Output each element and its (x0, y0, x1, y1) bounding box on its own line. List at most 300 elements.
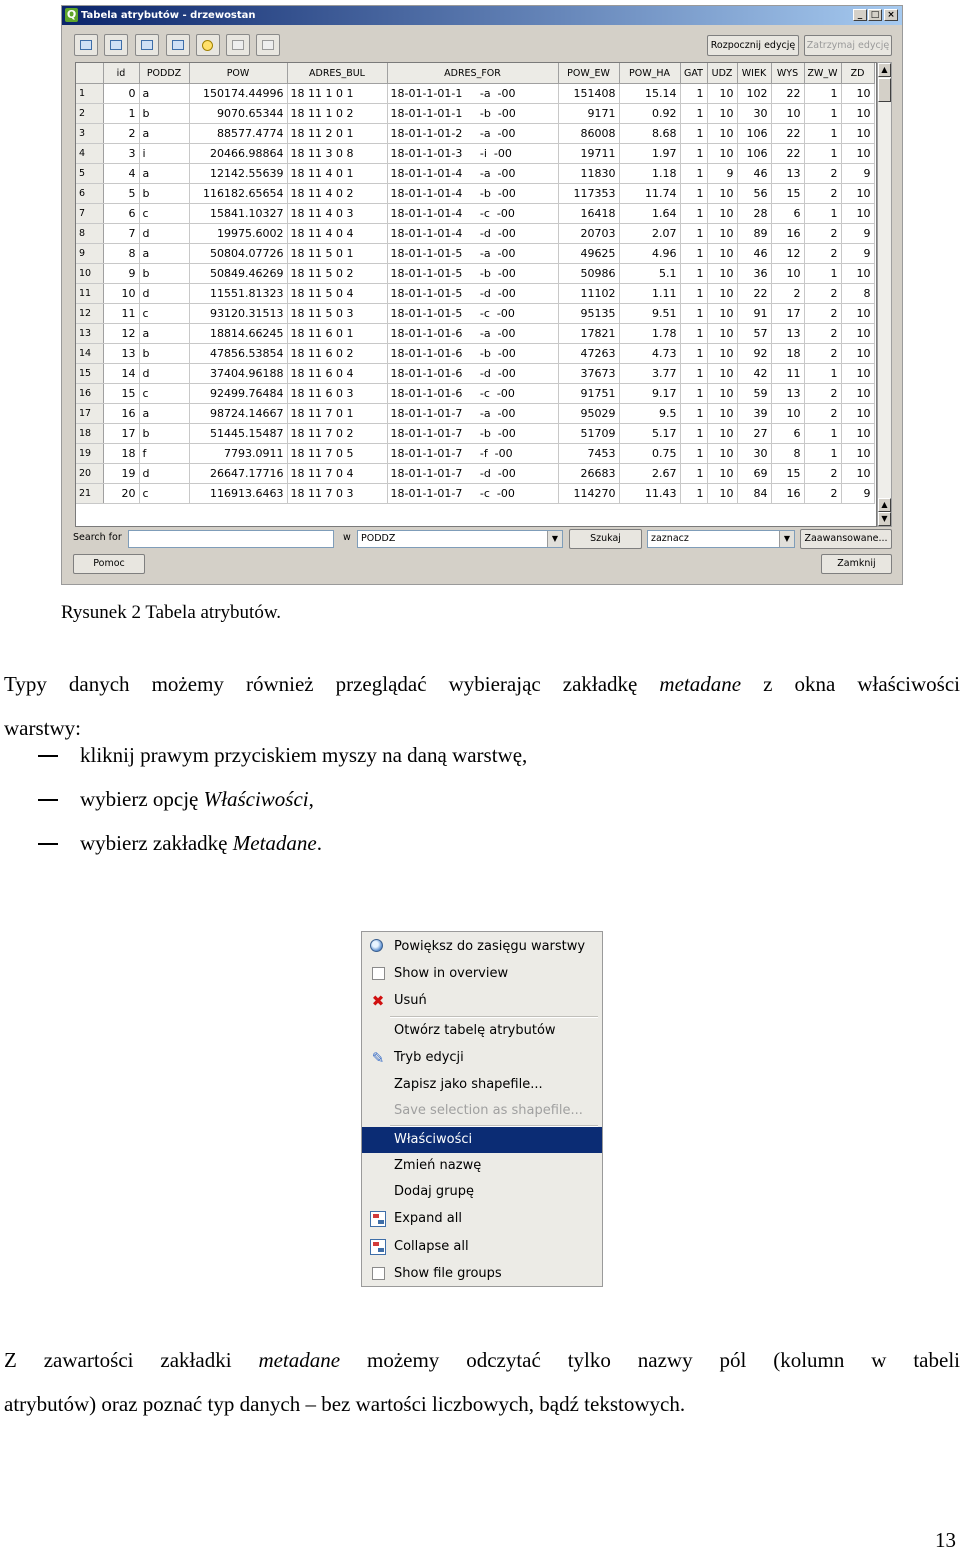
checkbox-icon[interactable] (372, 1267, 385, 1280)
table-cell[interactable]: 10 (771, 404, 804, 424)
table-cell[interactable]: 15841.10327 (189, 204, 287, 224)
row-header[interactable]: 2 (76, 104, 103, 124)
menu-item-collapse-all[interactable] (362, 1234, 602, 1260)
table-cell[interactable]: a (139, 244, 189, 264)
table-cell[interactable]: 18-01-1-01-6 -a -00 (387, 324, 558, 344)
table-cell[interactable]: 10 (707, 304, 737, 324)
close-button[interactable]: Zamknij (821, 554, 892, 574)
table-cell[interactable]: 19975.6002 (189, 224, 287, 244)
row-header[interactable]: 14 (76, 344, 103, 364)
new-column-icon[interactable] (226, 34, 250, 56)
table-cell[interactable]: d (139, 464, 189, 484)
table-cell[interactable]: a (139, 404, 189, 424)
table-cell[interactable]: 92 (737, 344, 771, 364)
table-cell[interactable]: 1.18 (619, 164, 680, 184)
table-cell[interactable]: 18-01-1-01-4 -b -00 (387, 184, 558, 204)
table-cell[interactable]: 10 (841, 324, 874, 344)
table-cell[interactable]: 10 (707, 224, 737, 244)
menu-item-zoom-to-layer[interactable] (362, 934, 602, 960)
table-cell[interactable]: 18 11 5 0 4 (287, 284, 387, 304)
table-cell[interactable]: 86008 (558, 124, 619, 144)
column-header[interactable]: WIEK (737, 63, 771, 84)
table-cell[interactable]: 7 (103, 224, 139, 244)
chevron-down-icon[interactable]: ▼ (779, 531, 794, 547)
table-cell[interactable]: 18 11 7 0 5 (287, 444, 387, 464)
table-cell[interactable]: 13 (771, 164, 804, 184)
table-cell[interactable]: 1 (680, 184, 707, 204)
table-cell[interactable]: 1 (680, 204, 707, 224)
row-header[interactable]: 18 (76, 424, 103, 444)
table-cell[interactable]: 150174.44996 (189, 84, 287, 104)
table-cell[interactable]: 18-01-1-01-6 -d -00 (387, 364, 558, 384)
table-cell[interactable]: 22 (737, 284, 771, 304)
table-cell[interactable]: 1.11 (619, 284, 680, 304)
table-cell[interactable]: 10 (841, 444, 874, 464)
table-cell[interactable]: 1.64 (619, 204, 680, 224)
table-cell[interactable]: 15 (103, 384, 139, 404)
row-header[interactable]: 4 (76, 144, 103, 164)
table-cell[interactable]: 10 (841, 124, 874, 144)
table-cell[interactable]: 9 (103, 264, 139, 284)
table-cell[interactable]: 10 (707, 384, 737, 404)
menu-item-show-file-groups[interactable] (362, 1261, 602, 1287)
table-cell[interactable]: 91751 (558, 384, 619, 404)
table-cell[interactable]: 17 (771, 304, 804, 324)
table-cell[interactable]: b (139, 104, 189, 124)
table-cell[interactable]: 20703 (558, 224, 619, 244)
table-cell[interactable]: b (139, 424, 189, 444)
table-cell[interactable]: a (139, 164, 189, 184)
table-cell[interactable]: 18 (771, 344, 804, 364)
table-cell[interactable]: 19711 (558, 144, 619, 164)
invert-selection-icon[interactable] (135, 34, 159, 56)
table-cell[interactable]: c (139, 304, 189, 324)
table-cell[interactable]: 2 (804, 404, 841, 424)
table-cell[interactable]: 1 (680, 464, 707, 484)
column-header[interactable]: POW_HA (619, 63, 680, 84)
table-cell[interactable]: 10 (841, 404, 874, 424)
table-cell[interactable]: 1 (680, 404, 707, 424)
table-cell[interactable]: 12142.55639 (189, 164, 287, 184)
table-cell[interactable]: c (139, 384, 189, 404)
delete-column-icon[interactable] (256, 34, 280, 56)
table-cell[interactable]: 11.43 (619, 484, 680, 504)
table-cell[interactable]: d (139, 364, 189, 384)
table-cell[interactable]: 92499.76484 (189, 384, 287, 404)
table-cell[interactable]: 18-01-1-01-4 -c -00 (387, 204, 558, 224)
table-row[interactable] (76, 84, 874, 104)
table-cell[interactable]: 9 (841, 244, 874, 264)
table-cell[interactable]: 17821 (558, 324, 619, 344)
table-cell[interactable]: 1 (680, 344, 707, 364)
table-cell[interactable]: 1 (680, 144, 707, 164)
table-cell[interactable]: 51445.15487 (189, 424, 287, 444)
row-header[interactable]: 21 (76, 484, 103, 504)
table-cell[interactable]: c (139, 204, 189, 224)
menu-item-show-in-overview[interactable] (362, 961, 602, 987)
table-cell[interactable]: 1 (680, 364, 707, 384)
table-cell[interactable]: 12 (771, 244, 804, 264)
menu-item-save-as-shapefile[interactable] (362, 1072, 602, 1098)
table-cell[interactable]: 116913.6463 (189, 484, 287, 504)
table-cell[interactable]: b (139, 344, 189, 364)
table-cell[interactable]: 10 (103, 284, 139, 304)
zoom-to-selection-icon[interactable] (196, 34, 220, 56)
table-cell[interactable]: 0 (103, 84, 139, 104)
selection-mode-select[interactable] (647, 530, 795, 548)
row-header[interactable]: 17 (76, 404, 103, 424)
table-cell[interactable]: a (139, 124, 189, 144)
corner-header[interactable] (76, 63, 103, 84)
table-cell[interactable]: 10 (841, 364, 874, 384)
table-cell[interactable]: 59 (737, 384, 771, 404)
table-cell[interactable]: 1 (680, 264, 707, 284)
table-cell[interactable]: 6 (771, 424, 804, 444)
minimize-icon[interactable]: _ (853, 9, 867, 21)
table-cell[interactable]: 1 (804, 364, 841, 384)
column-header[interactable]: ADRES_FOR (387, 63, 558, 84)
table-cell[interactable]: 117353 (558, 184, 619, 204)
table-cell[interactable]: 10 (771, 264, 804, 284)
remove-selection-icon[interactable] (74, 34, 98, 56)
table-cell[interactable]: 1 (680, 104, 707, 124)
table-cell[interactable]: 9 (841, 484, 874, 504)
table-cell[interactable]: 10 (707, 424, 737, 444)
table-cell[interactable]: 18 11 5 0 2 (287, 264, 387, 284)
table-cell[interactable]: 18 11 7 0 3 (287, 484, 387, 504)
table-cell[interactable]: 18-01-1-01-7 -c -00 (387, 484, 558, 504)
table-cell[interactable]: 10 (841, 84, 874, 104)
table-cell[interactable]: 2 (103, 124, 139, 144)
column-header[interactable]: POW (189, 63, 287, 84)
scroll-up-icon[interactable]: ▲ (878, 63, 891, 77)
table-row[interactable] (76, 164, 874, 184)
table-cell[interactable]: 151408 (558, 84, 619, 104)
menu-item-save-selection[interactable] (362, 1098, 602, 1124)
table-cell[interactable]: 116182.65654 (189, 184, 287, 204)
menu-item-properties[interactable] (362, 1127, 602, 1153)
maximize-icon[interactable]: □ (868, 9, 882, 21)
row-header[interactable]: 8 (76, 224, 103, 244)
table-cell[interactable]: a (139, 84, 189, 104)
table-cell[interactable]: 7793.0911 (189, 444, 287, 464)
table-cell[interactable]: 49625 (558, 244, 619, 264)
row-header[interactable]: 5 (76, 164, 103, 184)
table-cell[interactable]: 18-01-1-01-4 -a -00 (387, 164, 558, 184)
table-cell[interactable]: 102 (737, 84, 771, 104)
table-cell[interactable]: 3 (103, 144, 139, 164)
table-cell[interactable]: 9 (841, 224, 874, 244)
table-cell[interactable]: 2 (804, 484, 841, 504)
table-cell[interactable]: 39 (737, 404, 771, 424)
table-cell[interactable]: 9070.65344 (189, 104, 287, 124)
search-button[interactable]: Szukaj (569, 529, 642, 549)
table-cell[interactable]: 18 11 6 0 2 (287, 344, 387, 364)
table-cell[interactable]: 2 (804, 184, 841, 204)
table-cell[interactable]: 4.96 (619, 244, 680, 264)
start-edit-button[interactable]: Rozpocznij edycję (707, 35, 799, 56)
row-header[interactable]: 1 (76, 84, 103, 104)
table-cell[interactable]: 10 (841, 204, 874, 224)
table-row[interactable] (76, 144, 874, 164)
row-header[interactable]: 16 (76, 384, 103, 404)
checkbox-icon[interactable] (372, 967, 385, 980)
table-cell[interactable]: 10 (707, 124, 737, 144)
table-cell[interactable]: 8 (771, 444, 804, 464)
table-cell[interactable]: 18-01-1-01-4 -d -00 (387, 224, 558, 244)
table-cell[interactable]: 1 (804, 124, 841, 144)
search-field-select[interactable] (357, 530, 563, 548)
table-cell[interactable]: 10 (707, 464, 737, 484)
table-cell[interactable]: 10 (841, 384, 874, 404)
table-cell[interactable]: 9 (707, 164, 737, 184)
table-cell[interactable]: 18 11 6 0 1 (287, 324, 387, 344)
table-cell[interactable]: 50986 (558, 264, 619, 284)
table-cell[interactable]: 1 (680, 424, 707, 444)
menu-item-edit-mode[interactable] (362, 1045, 602, 1071)
table-cell[interactable]: 50804.07726 (189, 244, 287, 264)
scroll-thumb[interactable] (878, 78, 891, 102)
table-cell[interactable]: 12 (103, 324, 139, 344)
table-cell[interactable]: 22 (771, 84, 804, 104)
table-cell[interactable]: 10 (707, 364, 737, 384)
table-cell[interactable]: 2 (804, 384, 841, 404)
table-cell[interactable]: 1 (804, 444, 841, 464)
table-cell[interactable]: 93120.31513 (189, 304, 287, 324)
table-cell[interactable]: 37404.96188 (189, 364, 287, 384)
table-cell[interactable]: 2 (804, 284, 841, 304)
table-row[interactable] (76, 324, 874, 344)
table-row[interactable] (76, 204, 874, 224)
table-cell[interactable]: 88577.4774 (189, 124, 287, 144)
table-cell[interactable]: 1 (804, 84, 841, 104)
table-cell[interactable]: 91 (737, 304, 771, 324)
table-cell[interactable]: 15 (771, 464, 804, 484)
copy-selected-icon[interactable] (166, 34, 190, 56)
table-cell[interactable]: 8.68 (619, 124, 680, 144)
row-header[interactable]: 11 (76, 284, 103, 304)
table-cell[interactable]: 1 (680, 124, 707, 144)
table-cell[interactable]: 11102 (558, 284, 619, 304)
table-cell[interactable]: 18 11 6 0 3 (287, 384, 387, 404)
table-cell[interactable]: 15.14 (619, 84, 680, 104)
table-cell[interactable]: 106 (737, 124, 771, 144)
table-cell[interactable]: 30 (737, 444, 771, 464)
table-cell[interactable]: 10 (707, 444, 737, 464)
table-cell[interactable]: 9171 (558, 104, 619, 124)
table-row[interactable] (76, 264, 874, 284)
table-cell[interactable]: 50849.46269 (189, 264, 287, 284)
table-cell[interactable]: 1 (680, 224, 707, 244)
table-cell[interactable]: 10 (707, 404, 737, 424)
column-header[interactable]: UDZ (707, 63, 737, 84)
table-cell[interactable]: c (139, 484, 189, 504)
table-cell[interactable]: 16 (103, 404, 139, 424)
table-cell[interactable]: 18-01-1-01-7 -f -00 (387, 444, 558, 464)
table-cell[interactable]: 1 (680, 304, 707, 324)
table-row[interactable] (76, 404, 874, 424)
vertical-scrollbar[interactable] (877, 62, 892, 527)
table-cell[interactable]: 10 (707, 204, 737, 224)
table-cell[interactable]: 18 11 4 0 1 (287, 164, 387, 184)
table-cell[interactable]: 10 (707, 264, 737, 284)
table-cell[interactable]: 18 11 4 0 4 (287, 224, 387, 244)
chevron-down-icon[interactable]: ▼ (547, 531, 562, 547)
table-cell[interactable]: 16418 (558, 204, 619, 224)
table-cell[interactable]: 22 (771, 124, 804, 144)
table-cell[interactable]: 14 (103, 364, 139, 384)
table-cell[interactable]: 6 (103, 204, 139, 224)
table-cell[interactable]: 106 (737, 144, 771, 164)
table-cell[interactable]: 18-01-1-01-7 -d -00 (387, 464, 558, 484)
table-cell[interactable]: 2 (804, 464, 841, 484)
table-cell[interactable]: 84 (737, 484, 771, 504)
table-row[interactable] (76, 384, 874, 404)
table-cell[interactable]: 1 (804, 264, 841, 284)
table-cell[interactable]: 2 (804, 344, 841, 364)
table-cell[interactable]: f (139, 444, 189, 464)
table-cell[interactable]: 37673 (558, 364, 619, 384)
table-cell[interactable]: 8 (103, 244, 139, 264)
table-row[interactable] (76, 444, 874, 464)
table-cell[interactable]: 20466.98864 (189, 144, 287, 164)
table-cell[interactable]: 2 (804, 324, 841, 344)
table-row[interactable] (76, 244, 874, 264)
column-header[interactable]: ADRES_BUL (287, 63, 387, 84)
column-header[interactable]: POW_EW (558, 63, 619, 84)
table-cell[interactable]: 4.73 (619, 344, 680, 364)
stop-edit-button[interactable]: Zatrzymaj edycję (804, 35, 892, 56)
table-cell[interactable]: 10 (707, 84, 737, 104)
table-row[interactable] (76, 424, 874, 444)
table-row[interactable] (76, 224, 874, 244)
table-cell[interactable]: 47856.53854 (189, 344, 287, 364)
table-cell[interactable]: 1 (680, 284, 707, 304)
table-cell[interactable]: 18-01-1-01-7 -a -00 (387, 404, 558, 424)
table-cell[interactable]: 9.51 (619, 304, 680, 324)
table-cell[interactable]: 26647.17716 (189, 464, 287, 484)
table-cell[interactable]: 22 (771, 144, 804, 164)
table-cell[interactable]: 1 (680, 84, 707, 104)
table-cell[interactable]: 1 (804, 424, 841, 444)
row-header[interactable]: 3 (76, 124, 103, 144)
table-cell[interactable]: 2 (771, 284, 804, 304)
table-cell[interactable]: 47263 (558, 344, 619, 364)
table-cell[interactable]: 1 (804, 144, 841, 164)
table-cell[interactable]: 16 (771, 484, 804, 504)
table-cell[interactable]: 1 (680, 444, 707, 464)
row-header[interactable]: 13 (76, 324, 103, 344)
table-row[interactable] (76, 284, 874, 304)
table-cell[interactable]: 18-01-1-01-2 -a -00 (387, 124, 558, 144)
menu-item-add-group[interactable] (362, 1179, 602, 1205)
table-cell[interactable]: 89 (737, 224, 771, 244)
table-cell[interactable]: 0.92 (619, 104, 680, 124)
column-header[interactable]: PODDZ (139, 63, 189, 84)
table-cell[interactable]: d (139, 224, 189, 244)
table-cell[interactable]: 95029 (558, 404, 619, 424)
table-cell[interactable]: 18-01-1-01-7 -b -00 (387, 424, 558, 444)
table-cell[interactable]: 18 (103, 444, 139, 464)
table-cell[interactable]: 1 (804, 204, 841, 224)
column-header[interactable]: WYS (771, 63, 804, 84)
table-cell[interactable]: 18 11 5 0 3 (287, 304, 387, 324)
close-window-icon[interactable]: × (884, 9, 898, 21)
table-cell[interactable]: 7453 (558, 444, 619, 464)
table-cell[interactable]: 1 (103, 104, 139, 124)
table-cell[interactable]: 10 (707, 324, 737, 344)
table-cell[interactable]: 18814.66245 (189, 324, 287, 344)
table-cell[interactable]: 46 (737, 244, 771, 264)
row-header[interactable]: 6 (76, 184, 103, 204)
table-cell[interactable]: 5 (103, 184, 139, 204)
table-row[interactable] (76, 124, 874, 144)
table-cell[interactable]: 3.77 (619, 364, 680, 384)
table-cell[interactable]: 13 (771, 324, 804, 344)
table-cell[interactable]: i (139, 144, 189, 164)
table-cell[interactable]: 10 (841, 464, 874, 484)
table-cell[interactable]: 56 (737, 184, 771, 204)
table-cell[interactable]: 10 (841, 304, 874, 324)
table-cell[interactable]: 18 11 4 0 2 (287, 184, 387, 204)
table-cell[interactable]: 10 (707, 244, 737, 264)
table-cell[interactable]: 18 11 7 0 4 (287, 464, 387, 484)
table-cell[interactable]: 10 (841, 264, 874, 284)
table-cell[interactable]: 11 (771, 364, 804, 384)
table-cell[interactable]: 1 (680, 164, 707, 184)
row-header[interactable]: 20 (76, 464, 103, 484)
table-row[interactable] (76, 184, 874, 204)
table-cell[interactable]: 18-01-1-01-5 -b -00 (387, 264, 558, 284)
table-cell[interactable]: 51709 (558, 424, 619, 444)
table-cell[interactable]: 2 (804, 164, 841, 184)
table-cell[interactable]: 18-01-1-01-5 -c -00 (387, 304, 558, 324)
table-cell[interactable]: 10 (771, 104, 804, 124)
table-cell[interactable]: 9.17 (619, 384, 680, 404)
table-cell[interactable]: 10 (707, 104, 737, 124)
table-row[interactable] (76, 464, 874, 484)
row-header[interactable]: 10 (76, 264, 103, 284)
table-row[interactable] (76, 364, 874, 384)
table-cell[interactable]: 11830 (558, 164, 619, 184)
table-cell[interactable]: 16 (771, 224, 804, 244)
table-cell[interactable]: 27 (737, 424, 771, 444)
menu-item-rename[interactable] (362, 1153, 602, 1179)
table-cell[interactable]: 19 (103, 464, 139, 484)
row-header[interactable]: 7 (76, 204, 103, 224)
row-header[interactable]: 9 (76, 244, 103, 264)
table-cell[interactable]: 95135 (558, 304, 619, 324)
table-cell[interactable]: 2.07 (619, 224, 680, 244)
menu-item-open-attribute-table[interactable] (362, 1018, 602, 1044)
table-row[interactable] (76, 104, 874, 124)
table-cell[interactable]: 18 11 7 0 1 (287, 404, 387, 424)
table-cell[interactable]: 57 (737, 324, 771, 344)
advanced-search-button[interactable]: Zaawansowane... (800, 529, 892, 549)
table-row[interactable] (76, 304, 874, 324)
table-cell[interactable]: 18 11 7 0 2 (287, 424, 387, 444)
menu-item-expand-all[interactable] (362, 1206, 602, 1232)
table-cell[interactable]: 10 (707, 344, 737, 364)
table-cell[interactable]: 98724.14667 (189, 404, 287, 424)
table-cell[interactable]: d (139, 284, 189, 304)
column-header[interactable]: GAT (680, 63, 707, 84)
table-row[interactable] (76, 484, 874, 504)
table-cell[interactable]: 2 (804, 304, 841, 324)
menu-item-remove[interactable] (362, 988, 602, 1014)
table-cell[interactable]: 18 11 3 0 8 (287, 144, 387, 164)
table-cell[interactable]: 1.78 (619, 324, 680, 344)
